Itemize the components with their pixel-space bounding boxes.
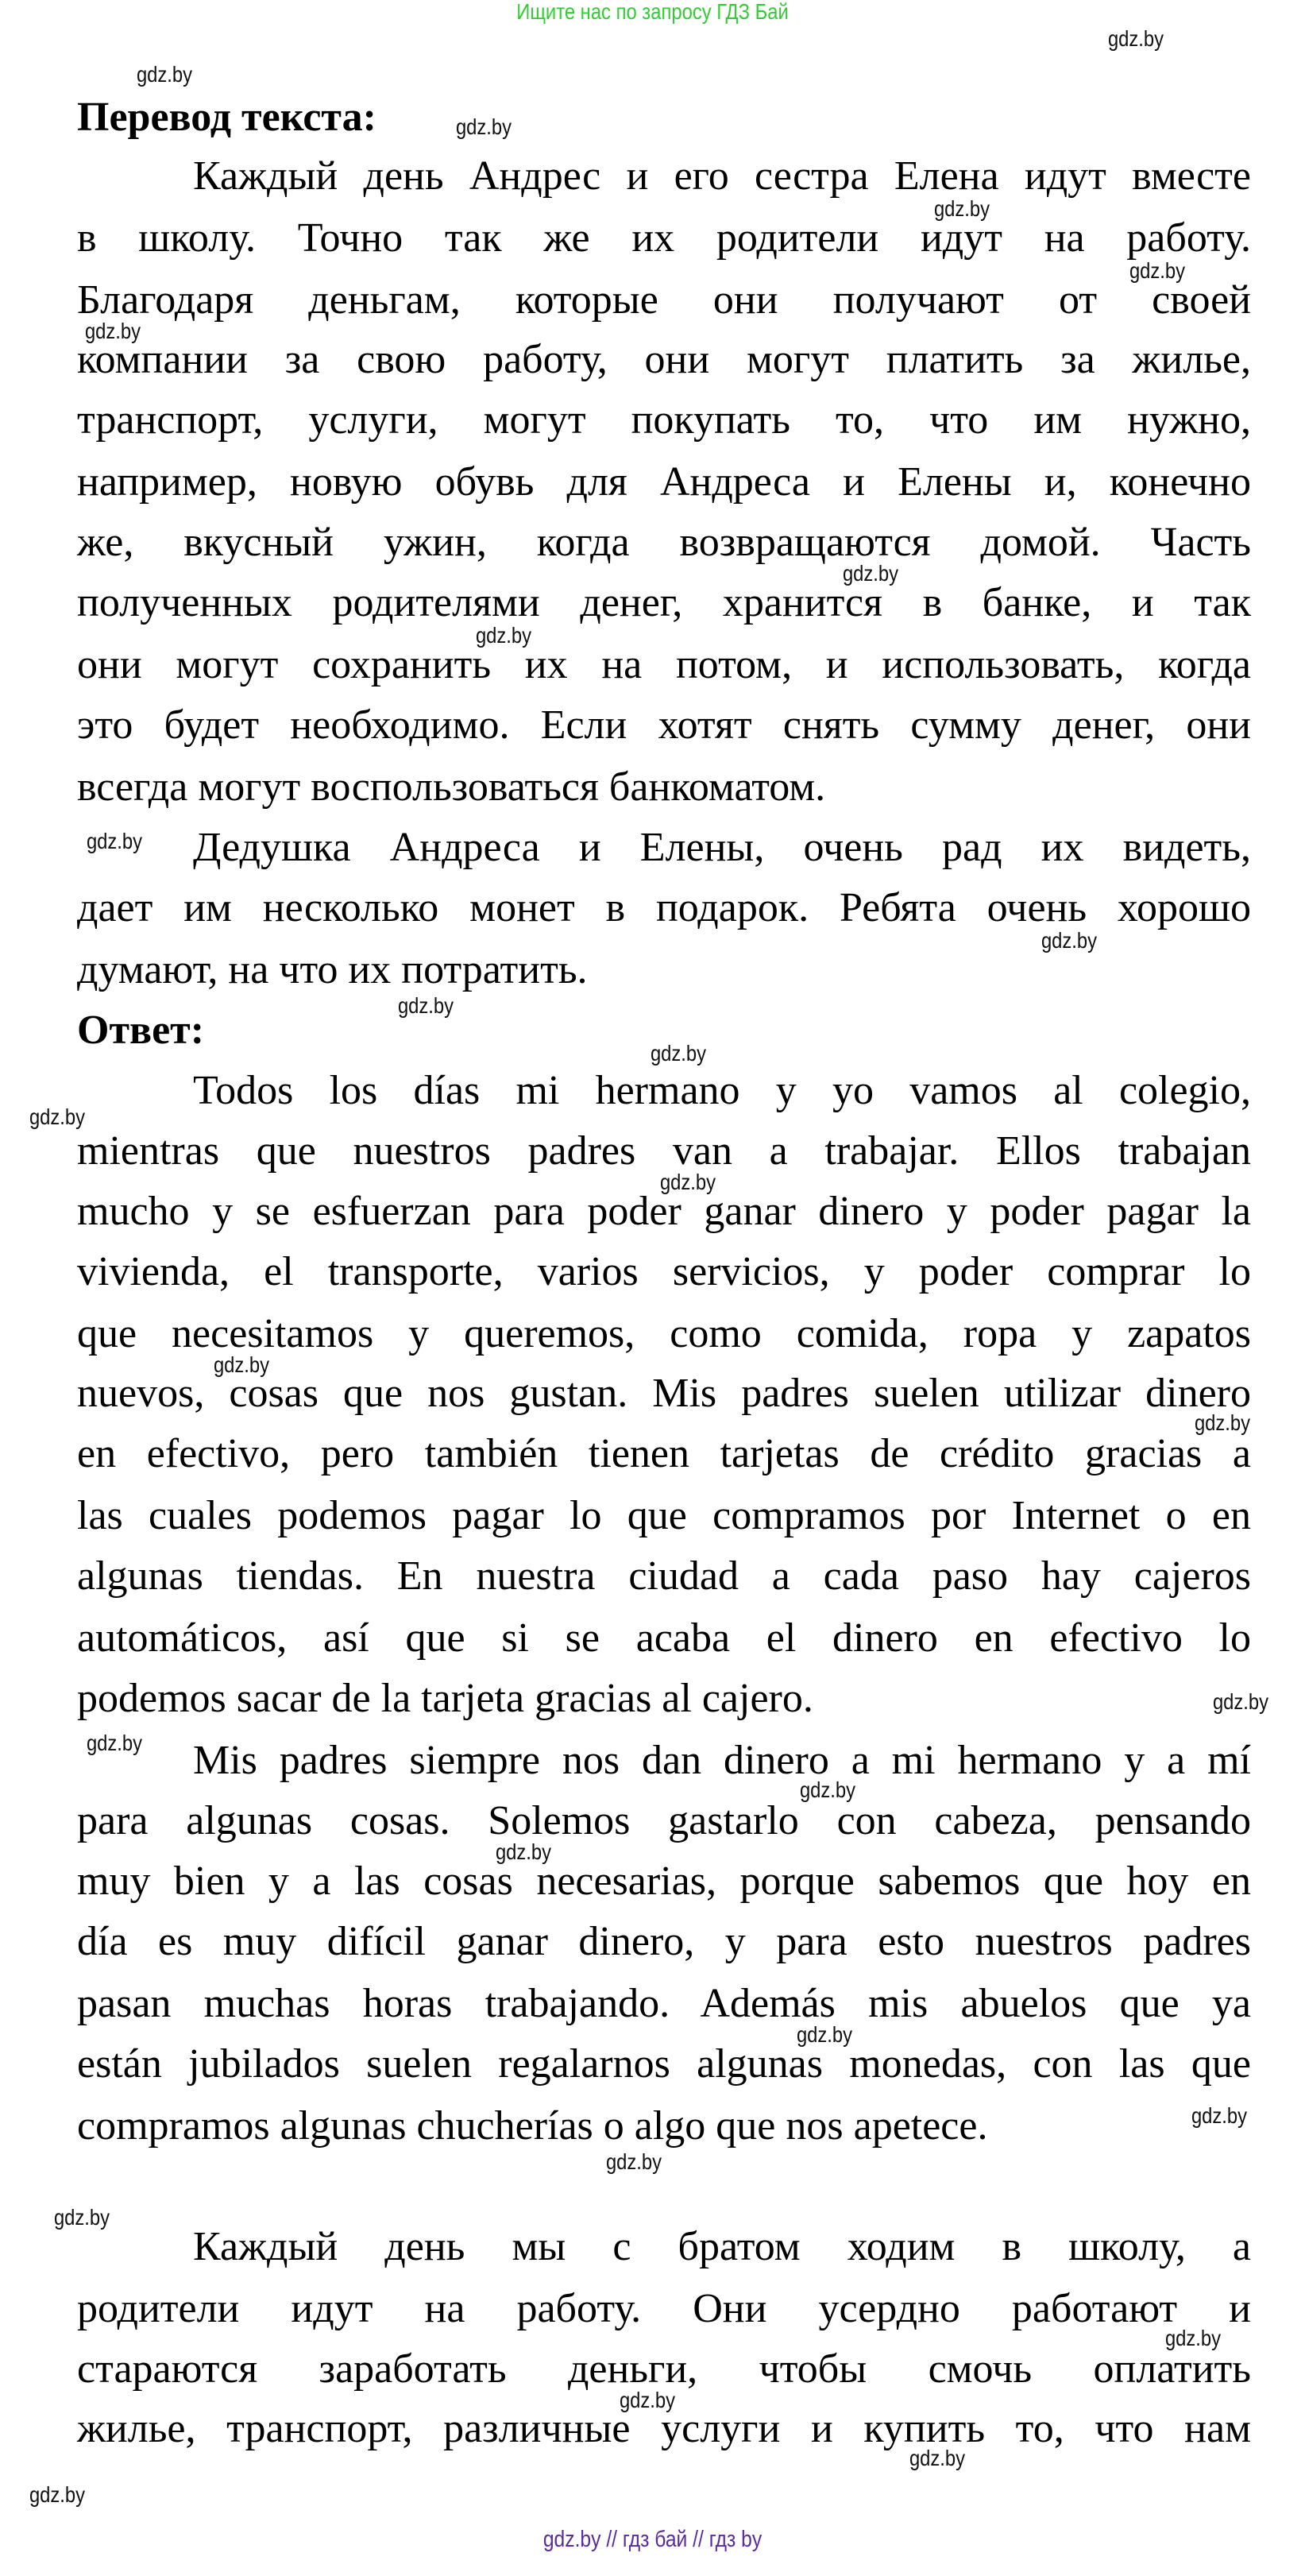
text-line: это будет необходимо. Если хотят снять сумму денег, они bbox=[77, 702, 1251, 748]
watermark: gdz.by bbox=[1129, 257, 1185, 283]
text-line: жилье, транспорт, различные услуги и купить то, что нам bbox=[77, 2406, 1251, 2452]
text-line: compramos algunas chucherías o algo que nos apetece. bbox=[77, 2102, 988, 2149]
watermark: gdz.by bbox=[1041, 928, 1098, 953]
text-line: automáticos, así que si se acaba el dinero en efectivo lo bbox=[77, 1615, 1251, 1661]
watermark: gdz.by bbox=[1191, 2103, 1247, 2129]
text-line: vivienda, el transporte, varios servicios, y poder comprar lo bbox=[77, 1248, 1251, 1294]
text-line: они могут сохранить их на потом, и использовать, когда bbox=[77, 642, 1251, 688]
watermark: gdz.by bbox=[909, 2446, 965, 2471]
text-line: Todos los días mi hermano y yo vamos al colegio, bbox=[193, 1067, 1251, 1113]
text-line: para algunas cosas. Solemos gastarlo con cabeza, pensando bbox=[77, 1798, 1251, 1844]
watermark: gdz.by bbox=[137, 62, 193, 87]
text-line: las cuales podemos pagar lo que compramos por Internet o en bbox=[77, 1493, 1251, 1539]
watermark: gdz.by bbox=[606, 2149, 662, 2174]
text-line: Mis padres siempre nos dan dinero a mi hermano y a mí bbox=[193, 1738, 1251, 1784]
text-line: транспорт, услуги, могут покупать то, что им нужно, bbox=[77, 397, 1251, 443]
watermark: gdz.by bbox=[1165, 2325, 1222, 2350]
watermark: gdz.by bbox=[456, 114, 512, 140]
text-line: algunas tiendas. En nuestra ciudad a cada paso hay cajeros bbox=[77, 1553, 1251, 1599]
watermark: gdz.by bbox=[800, 1777, 856, 1803]
watermark: gdz.by bbox=[659, 1169, 716, 1194]
watermark: gdz.by bbox=[86, 828, 142, 853]
text-line: día es muy difícil ganar dinero, y para esto nuestros padres bbox=[77, 1918, 1251, 1964]
watermark: gdz.by bbox=[1108, 26, 1164, 52]
watermark: gdz.by bbox=[476, 623, 532, 648]
text-line: всегда могут воспользоваться банкоматом. bbox=[77, 764, 826, 810]
text-line: están jubilados suelen regalarnos algunas monedas, con las que bbox=[77, 2040, 1251, 2087]
text-line: стараются заработать деньги, чтобы смочь оплатить bbox=[77, 2346, 1251, 2392]
watermark: gdz.by bbox=[86, 1730, 142, 1755]
text-line: дает им несколько монет в подарок. Ребята очень хорошо bbox=[77, 884, 1251, 930]
watermark: gdz.by bbox=[619, 2387, 675, 2412]
text-line: muy bien y a las cosas necesarias, porque sabemos que hoy en bbox=[77, 1859, 1251, 1904]
watermark: gdz.by bbox=[650, 1040, 706, 1066]
watermark: gdz.by bbox=[797, 2021, 853, 2047]
watermark: gdz.by bbox=[1212, 1689, 1268, 1715]
answer-heading: Ответ: bbox=[77, 1008, 205, 1053]
text-line: nuevos, cosas que nos gustan. Mis padres suelen utilizar dinero bbox=[77, 1371, 1251, 1417]
text-line: que necesitamos y queremos, como comida, ropa y zapatos bbox=[77, 1310, 1251, 1356]
text-line: Каждый день Андрес и его сестра Елена идут вместе bbox=[193, 153, 1251, 199]
watermark: gdz.by bbox=[84, 318, 141, 343]
watermark: gdz.by bbox=[53, 2204, 110, 2230]
text-line: в школу. Точно так же их родители идут на работу. bbox=[77, 215, 1251, 261]
text-line: например, новую обувь для Андреса и Елены и, конечно bbox=[77, 459, 1251, 505]
watermark: gdz.by bbox=[29, 2481, 85, 2507]
watermark: gdz.by bbox=[29, 1104, 85, 1129]
text-line: Благодаря деньгам, которые они получают от своей bbox=[77, 277, 1251, 323]
search-banner[interactable]: Ищите нас по запросу ГДЗ Бай bbox=[516, 0, 789, 24]
text-line: pasan muchas horas trabajando. Además mis abuelos que ya bbox=[77, 1980, 1251, 2026]
text-line: mucho y se esfuerzan para poder ganar dinero y poder pagar la bbox=[77, 1188, 1251, 1234]
text-line: же, вкусный ужин, когда возвращаются домой. Часть bbox=[77, 520, 1251, 566]
watermark: gdz.by bbox=[397, 993, 454, 1019]
text-line: компании за свою работу, они могут платить за жилье, bbox=[77, 337, 1251, 383]
text-line: Дедушка Андреса и Елены, очень рад их видеть, bbox=[193, 825, 1251, 871]
text-line: думают, на что их потратить. bbox=[77, 946, 588, 992]
watermark: gdz.by bbox=[933, 195, 990, 221]
translation-heading: Перевод текста: bbox=[77, 95, 376, 140]
watermark: gdz.by bbox=[1194, 1410, 1251, 1436]
watermark: gdz.by bbox=[213, 1352, 269, 1377]
text-line: полученных родителями денег, хранится в банке, и так bbox=[77, 580, 1251, 626]
watermark: gdz.by bbox=[842, 561, 898, 586]
text-line: en efectivo, pero también tienen tarjetas de crédito gracias a bbox=[77, 1431, 1251, 1477]
text-line: Каждый день мы с братом ходим в школу, а bbox=[193, 2223, 1251, 2269]
text-line: mientras que nuestros padres van a trabajar. Ellos trabajan bbox=[77, 1127, 1251, 1174]
watermark: gdz.by bbox=[495, 1839, 551, 1865]
footer-links[interactable]: gdz.by // гдз бай // гдз by bbox=[542, 2527, 763, 2552]
text-line: podemos sacar de la tarjeta gracias al cajero. bbox=[77, 1676, 813, 1722]
text-line: родители идут на работу. Они усердно работают и bbox=[77, 2285, 1251, 2331]
